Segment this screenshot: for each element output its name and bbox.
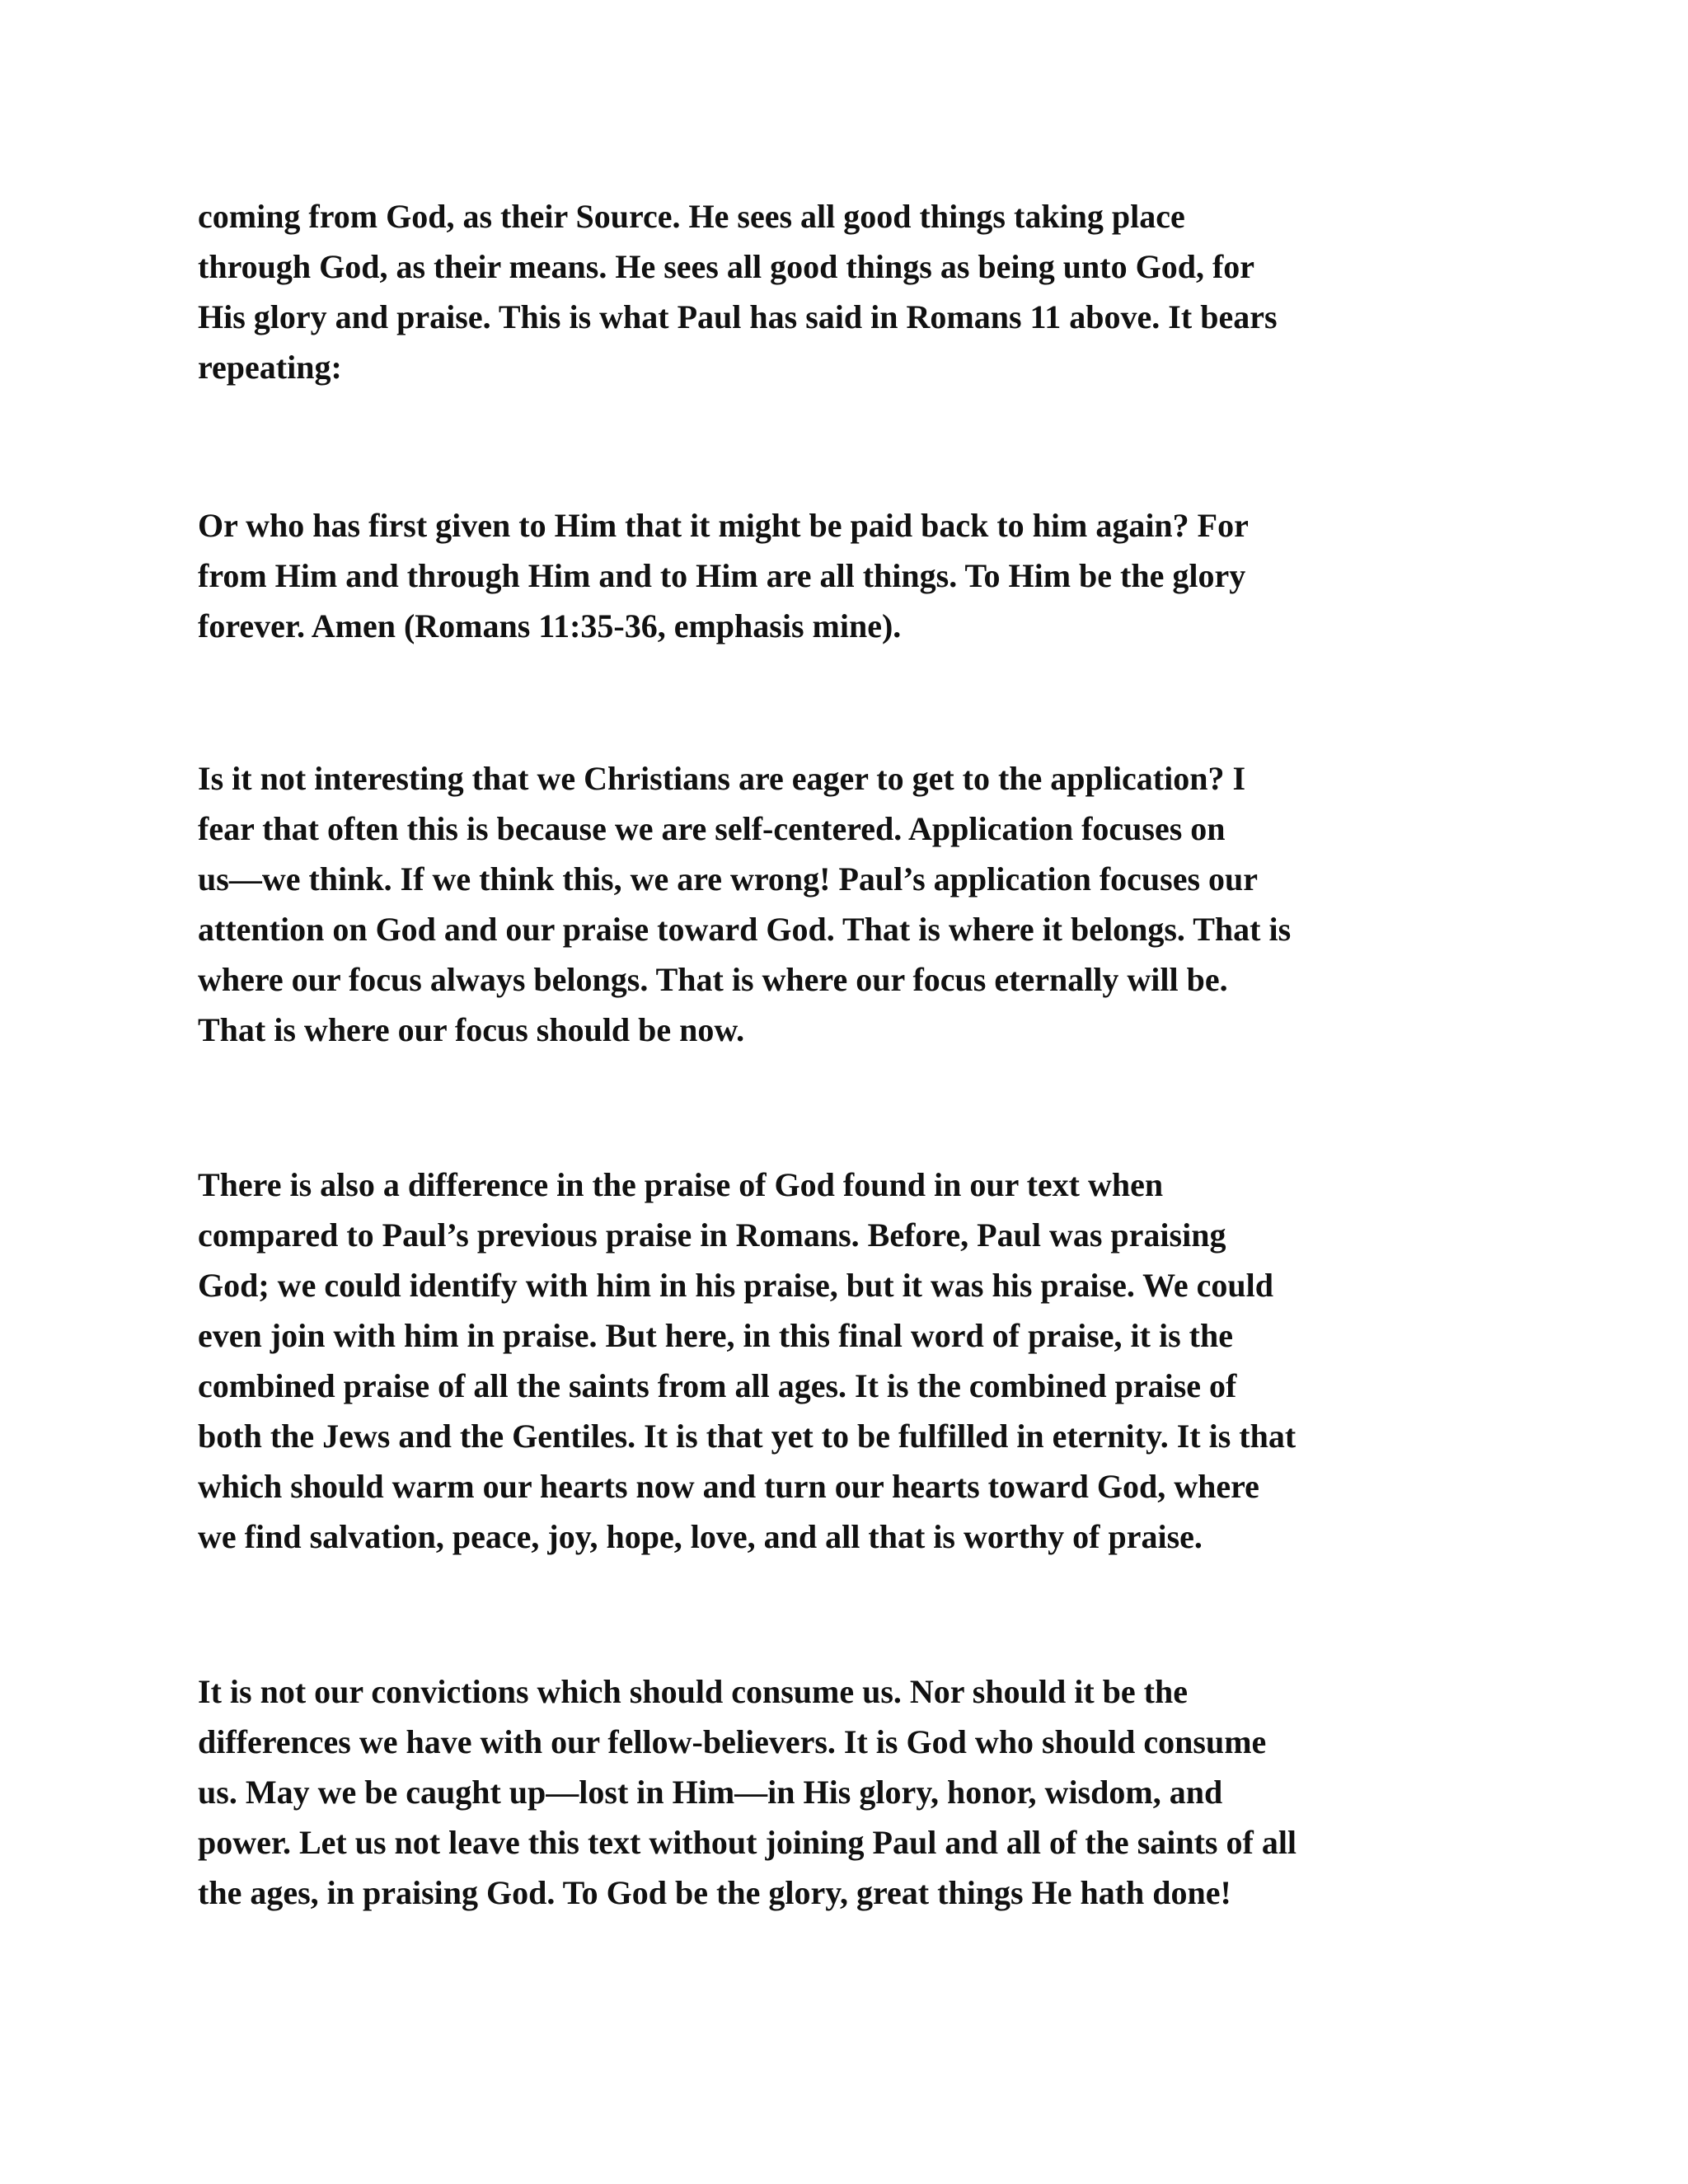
text-line: coming from God, as their Source. He sees all good things taking place [198,198,1185,235]
paragraph-quotation [198,500,1484,651]
text-line: compared to Paul’s previous praise in Romans. Before, Paul was praising [198,1216,1226,1254]
text-line: differences we have with our fellow-believers. It is God who should consume [198,1723,1267,1760]
paragraph [198,1666,1484,1918]
text-line: His glory and praise. This is what Paul has said in Romans 11 above. It bears [198,298,1278,335]
text-line: through God, as their means. He sees all good things as being unto God, for [198,248,1255,285]
text-line: the ages, in praising God. To God be the glory, great things He hath done! [198,1874,1231,1911]
text-line: us—we think. If we think this, we are wrong! Paul’s application focuses our [198,860,1259,898]
text-line: It is not our convictions which should consume us. Nor should it be the [198,1673,1188,1710]
text-line: repeating: [198,349,342,386]
text-line: us. May we be caught up—lost in Him—in His glory, honor, wisdom, and [198,1774,1223,1811]
text-line: both the Jews and the Gentiles. It is that yet to be fulfilled in eternity. It is that [198,1418,1296,1455]
text-line: forever. Amen (Romans 11:35-36, emphasis mine). [198,607,902,644]
text-line: where our focus always belongs. That is where our focus eternally will be. [198,961,1228,998]
text-line: That is where our focus should be now. [198,1011,745,1048]
text-line: fear that often this is because we are self-centered. Application focuses on [198,810,1226,847]
text-line: There is also a difference in the praise of God found in our text when [198,1166,1164,1203]
text-line: even join with him in praise. But here, in this final word of praise, it is the [198,1317,1233,1354]
paragraph [198,191,1484,392]
text-line: we find salvation, peace, joy, hope, love, and all that is worthy of praise. [198,1518,1203,1555]
text-line: power. Let us not leave this text without joining Paul and all of the saints of all [198,1824,1297,1861]
text-line: which should warm our hearts now and turn our hearts toward God, where [198,1468,1259,1505]
text-line: combined praise of all the saints from all ages. It is the combined praise of [198,1367,1237,1404]
text-line: from Him and through Him and to Him are all things. To Him be the glory [198,557,1246,594]
paragraph [198,1160,1484,1562]
text-line: attention on God and our praise toward God. That is where it belongs. That is [198,911,1292,948]
text-line: Is it not interesting that we Christians are eager to get to the application? I [198,760,1246,797]
text-line: God; we could identify with him in his praise, but it was his praise. We could [198,1267,1273,1304]
text-line: Or who has first given to Him that it might be paid back to him again? For [198,507,1249,544]
paragraph [198,753,1484,1055]
